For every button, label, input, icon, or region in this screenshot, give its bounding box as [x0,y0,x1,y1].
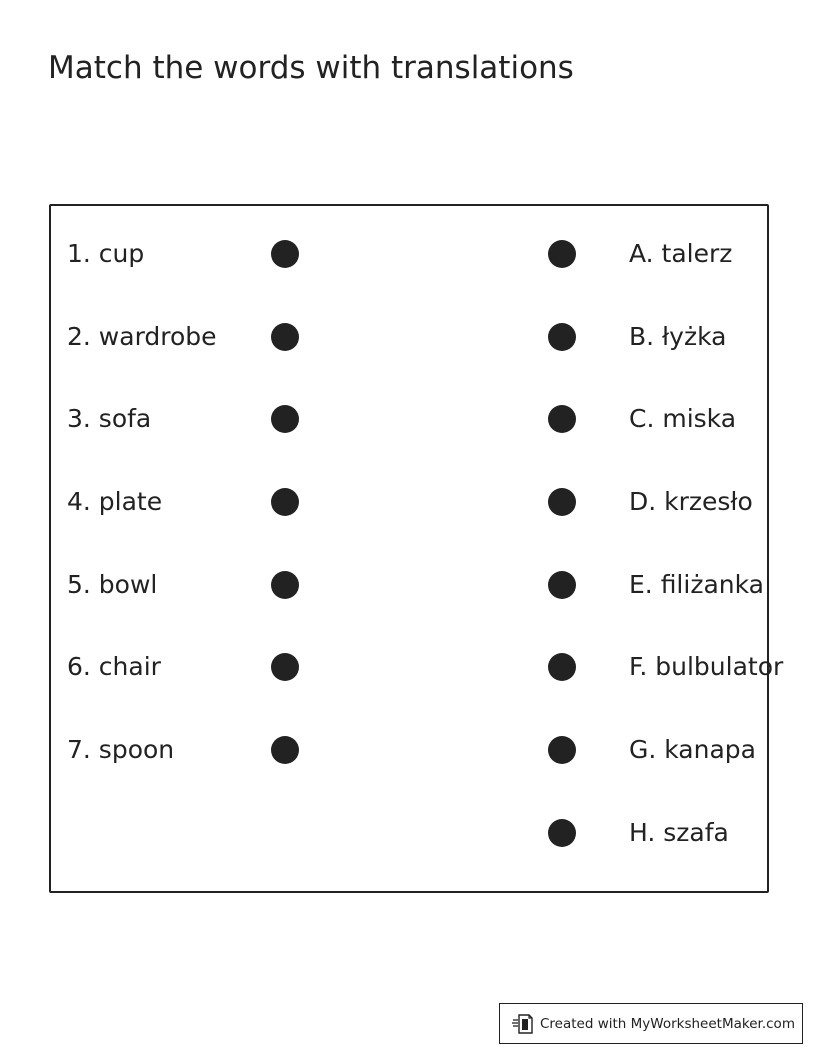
right-word: F. bulbulator [629,652,784,681]
worksheet-maker-logo-icon [512,1013,534,1035]
match-row [51,234,767,274]
right-word: H. szafa [629,818,729,847]
left-word: 2. wardrobe [67,322,217,351]
left-match-dot[interactable] [271,405,299,433]
right-word: E. filiżanka [629,570,764,599]
left-match-dot[interactable] [271,488,299,516]
right-word: G. kanapa [629,735,756,764]
right-match-dot[interactable] [548,323,576,351]
match-row [51,813,767,853]
right-word: B. łyżka [629,322,727,351]
right-word: C. miska [629,404,737,433]
left-word: 7. spoon [67,735,175,764]
match-row [51,730,767,770]
left-match-dot[interactable] [271,571,299,599]
left-match-dot[interactable] [271,736,299,764]
left-word: 1. cup [67,239,145,268]
right-word: D. krzesło [629,487,753,516]
left-word: 5. bowl [67,570,158,599]
right-match-dot[interactable] [548,819,576,847]
right-match-dot[interactable] [548,405,576,433]
matching-exercise-box [49,204,784,893]
right-match-dot[interactable] [548,653,576,681]
left-word: 3. sofa [67,404,152,433]
match-row [51,399,767,439]
right-match-dot[interactable] [548,488,576,516]
footer-credit-badge[interactable] [499,1003,803,1044]
left-match-dot[interactable] [271,240,299,268]
right-match-dot[interactable] [548,240,576,268]
match-row [51,482,767,522]
worksheet-title: Match the words with translations [48,50,574,86]
match-row [51,565,767,605]
match-row [51,317,767,357]
right-match-dot[interactable] [548,571,576,599]
left-match-dot[interactable] [271,653,299,681]
left-match-dot[interactable] [271,323,299,351]
match-row [51,647,784,687]
footer-credit-text: Created with MyWorksheetMaker.com [540,1015,795,1032]
right-word: A. talerz [629,239,733,268]
left-word: 6. chair [67,652,161,681]
left-word: 4. plate [67,487,163,516]
right-match-dot[interactable] [548,736,576,764]
